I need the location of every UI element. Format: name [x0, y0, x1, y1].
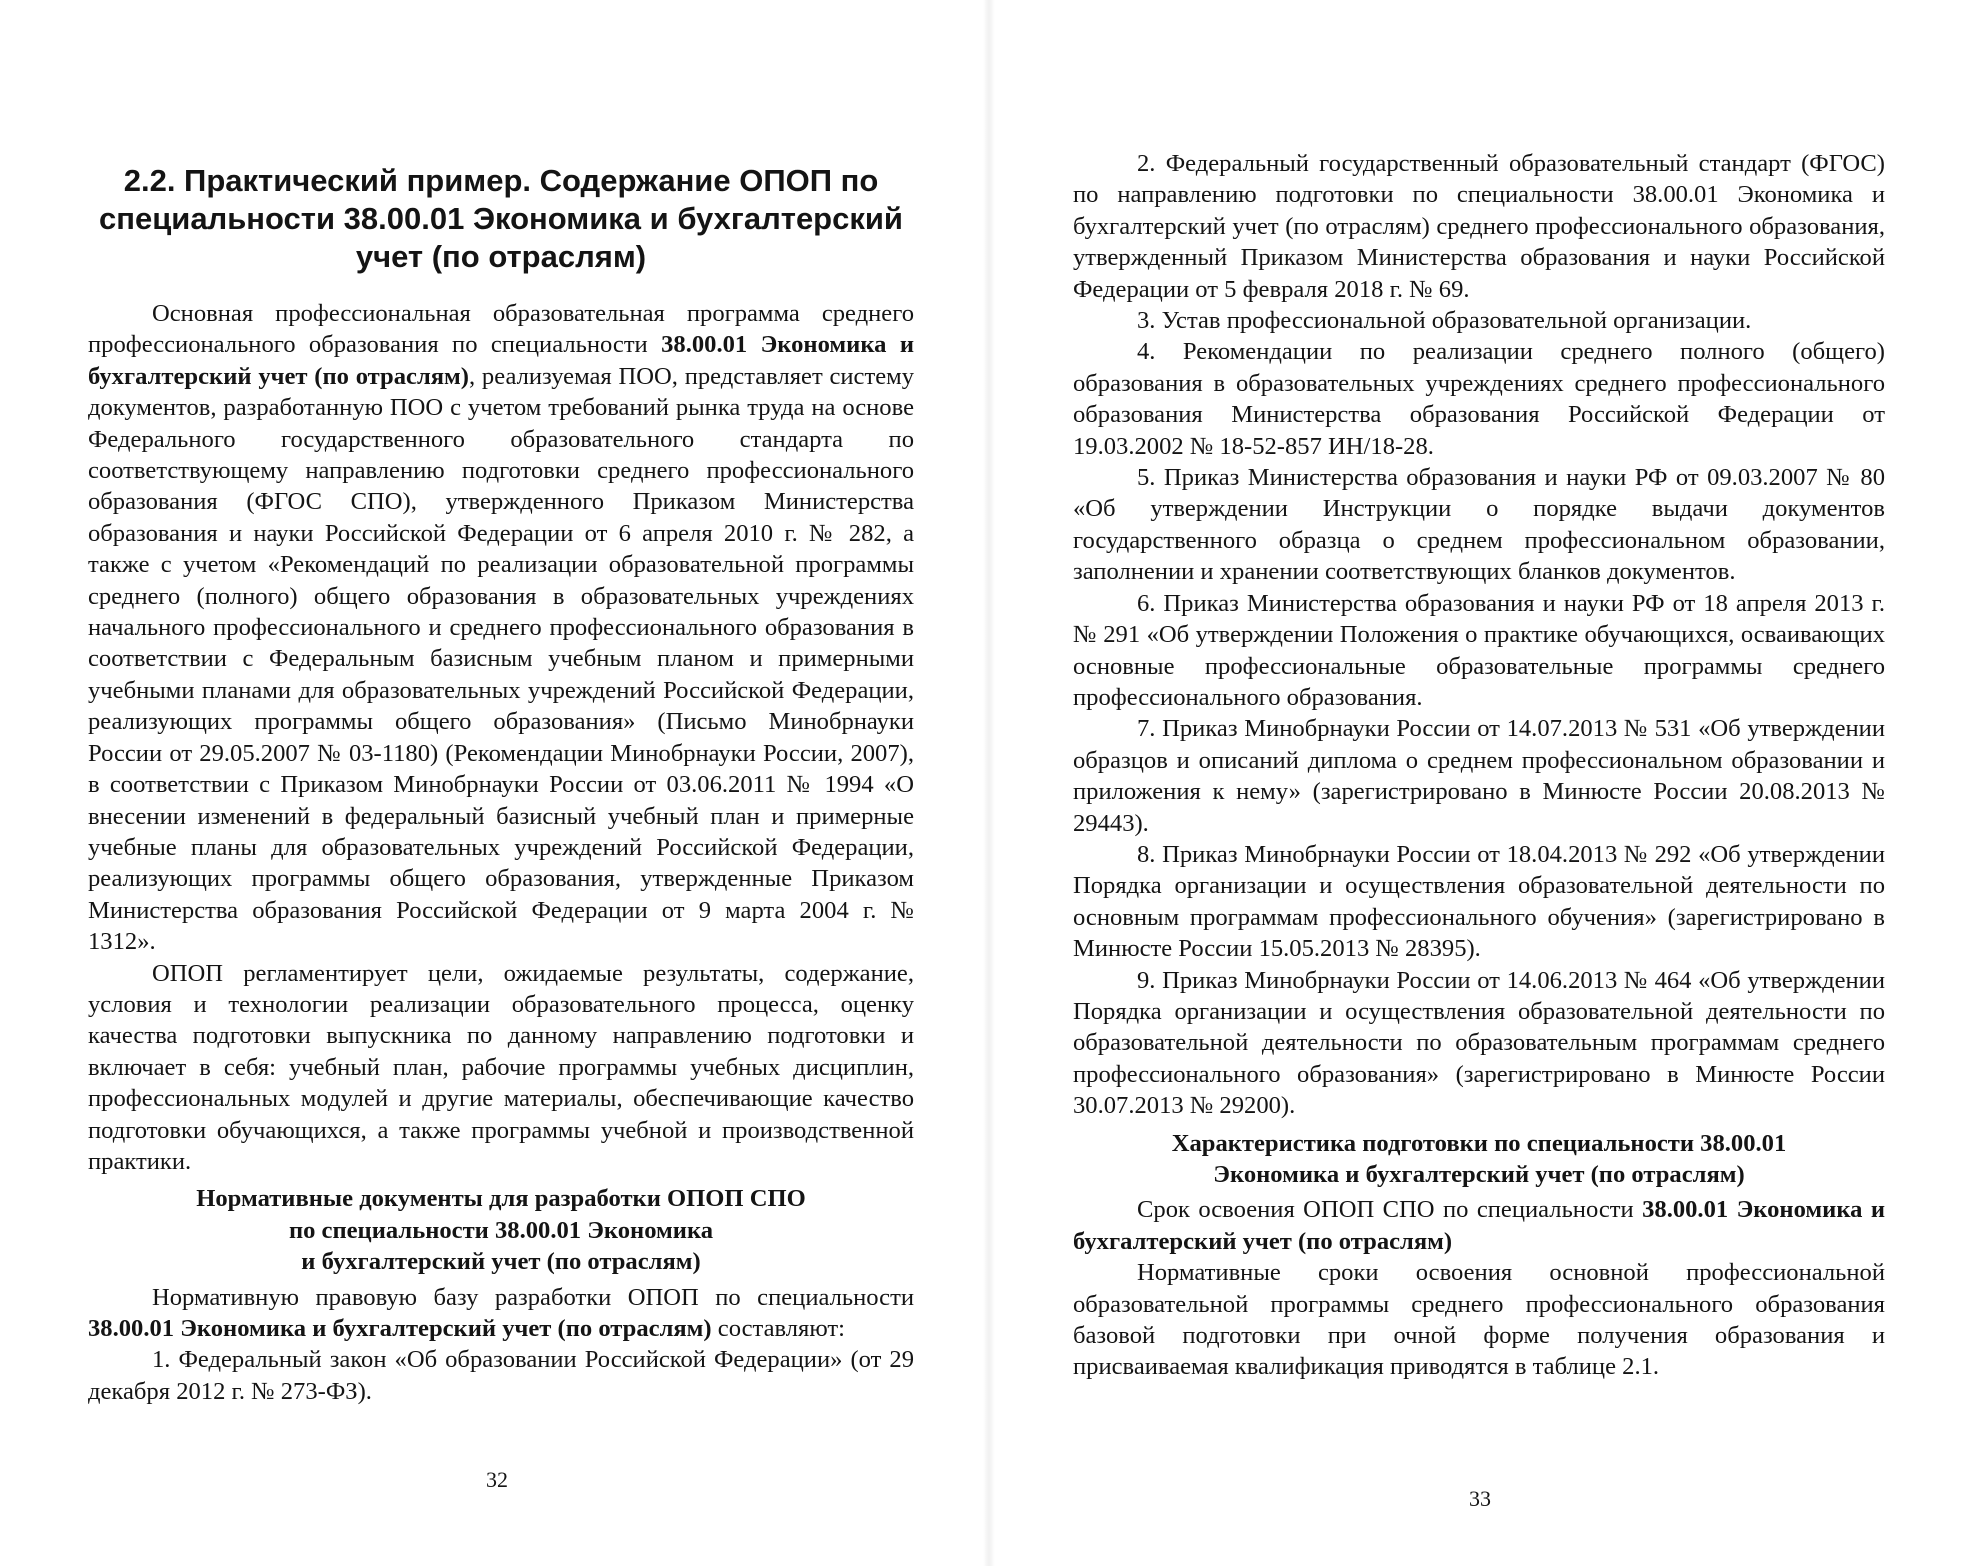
intro-paragraph — [88, 298, 914, 958]
list-item-8: 8. Приказ Минобрнауки России от 18.04.2013 № 292 «Об утверждении Порядка организации и осуществления образовательной деятельности по основным программам профессионального обучения» (зарегистрировано в Минюсте России 15.05.2013 № 28395). — [1073, 840, 1885, 963]
opop-paragraph: ОПОП регламентирует цели, ожидаемые результаты, содержание, условия и технологии реализации образовательного процесса, оценку качества подготовки выпускника по данному направлению подготовки и включает в себя: учебный план, рабочие программы учебных дисциплин, профессиональных модулей и другие материалы, обеспечивающие качество подготовки обучающихся, а также программы учебной и производственной практики. — [88, 959, 914, 1175]
list-item-3: 3. Устав профессиональной образовательной организации. — [1137, 307, 1752, 335]
list-item-9: 9. Приказ Минобрнауки России от 14.06.2013 № 464 «Об утверждении Порядка организации и осуществления образовательной деятельности по образовательной деятельности по образовательным программам среднего профессионального образования» (зарегистрировано в Минюсте России 30.07.2013 № 29200). — [1073, 966, 1885, 1120]
list-item-7: 7. Приказ Минобрнауки России от 14.07.2013 № 531 «Об утверждении образцов и описаний диплома о среднем профессиональном образовании и приложения к нему» (зарегистрировано в Минюсте России 20.08.2013 № 29443). — [1073, 715, 1885, 837]
normative-terms-paragraph: Нормативные сроки освоения основной профессиональной образовательной программы среднего профессионального образования базовой подготовки при очной форме получения образования и присваиваемая квалификация приводятся в таблице 2.1. — [1073, 1259, 1885, 1381]
right-page-text-column — [1073, 148, 1885, 1383]
subheading-line: Экономика и бухгалтерский учет (по отраслям) — [1213, 1161, 1745, 1188]
characteristics-subheading — [1073, 1128, 1885, 1191]
subheading-line: Характеристика подготовки по специальности 38.00.01 — [1171, 1129, 1787, 1157]
list-item-5: 5. Приказ Министерства образования и науки РФ от 09.03.2007 № 80 «Об утверждении Инструкции о порядке выдачи документов государственного образца о среднем профессиональном образовании, заполнении и хранении соответствующих бланков документов. — [1073, 464, 1885, 586]
subheading-line: Нормативные документы для разработки ОПОП СПО — [196, 1185, 806, 1213]
basis-specialty-bold: 38.00.01 Экономика и бухгалтерский учет (по отраслям) — [88, 1315, 712, 1342]
intro-specialty-bold: 38.00.01 Экономика и бухгалтерский учет (по отраслям) — [88, 331, 914, 390]
intro-text-end: , реализуемая ПОО, представляет систему документов, разработанную ПОО с учетом требований рынка труда на основе Федерального государственного образовательного стандарта по соответствующему направлению подготовки среднего профессионального образования (ФГОС СПО), утвержденного Приказом Министерства образования и науки Российской Федерации от 6 апреля 2010 г. № 282, а также с учетом «Рекомендаций по реализации образовательной программы среднего (полного) общего образования в образовательных учреждениях начального профессионального и среднего профессионального образования в соответствии с Федеральным базисным учебным планом и примерными учебными планами для образовательных учреждений Российской Федерации, реализующих программы общего образования» (Письмо Минобрнауки России от 29.05.2007 № 03-1180) (Рекомендации Минобрнауки России, 2007), в соответствии с Приказом Минобрнауки России от 03.06.2011 № 1994 «О внесении изменений в федеральный базисный учебный план и примерные учебные планы для образовательных учреждений Российской Федерации, реализующих программы общего образования, утвержденные Приказом Министерства образования Российской Федерации от 9 марта 2004 г. № 1312». — [88, 362, 914, 956]
normative-docs-subheading — [88, 1183, 914, 1277]
list-item-2: 2. Федеральный государственный образовательный стандарт (ФГОС) по направлению подготовки по специальности 38.00.01 Экономика и бухгалтерский учет (по отраслям) среднего профессионального образования, утвержденный Приказом Министерства образования и науки Российской Федерации от 5 февраля 2018 г. № 69. — [1073, 150, 1885, 303]
subheading-line: и бухгалтерский учет (по отраслям) — [301, 1248, 701, 1276]
right-page — [989, 0, 1978, 1566]
list-item-6: 6. Приказ Министерства образования и науки РФ от 18 апреля 2013 г. № 291 «Об утверждении Положения о практике обучающихся, осваивающих основные профессиональные образовательные программы среднего профессионального образования. — [1073, 589, 1885, 711]
term-paragraph — [1073, 1194, 1885, 1257]
page-number-right: 33 — [1469, 1486, 1491, 1511]
section-title: 2.2. Практический пример. Содержание ОПОП по специальности 38.00.01 Экономика и бухгалтерский учет (по отраслям) — [99, 163, 903, 274]
legal-basis-paragraph — [88, 1282, 914, 1345]
list-item-4: 4. Рекомендации по реализации среднего полного (общего) образования в образовательных учреждениях среднего профессионального образования Министерства образования Российской Федерации от 19.03.2002 № 18-52-857 ИН/18-28. — [1073, 338, 1885, 460]
list-item-1: 1. Федеральный закон «Об образовании Российской Федерации» (от 29 декабря 2012 г. № 273-ФЗ). — [88, 1346, 914, 1405]
left-page-text-column — [88, 162, 914, 1407]
intro-text-start: Основная профессиональная образовательная программа среднего профессионального образования по специальности — [88, 300, 914, 359]
subheading-line: по специальности 38.00.01 Экономика — [288, 1216, 714, 1244]
page-number-left: 32 — [486, 1467, 508, 1492]
basis-text-end: составляют: — [711, 1315, 845, 1342]
basis-text-start: Нормативную правовую базу разработки ОПОП по специальности — [152, 1283, 914, 1311]
term-text-start: Срок освоения ОПОП СПО по специальности — [1137, 1196, 1643, 1224]
term-specialty-bold: 38.00.01 Экономика и бухгалтерский учет (по отраслям) — [1073, 1196, 1886, 1255]
